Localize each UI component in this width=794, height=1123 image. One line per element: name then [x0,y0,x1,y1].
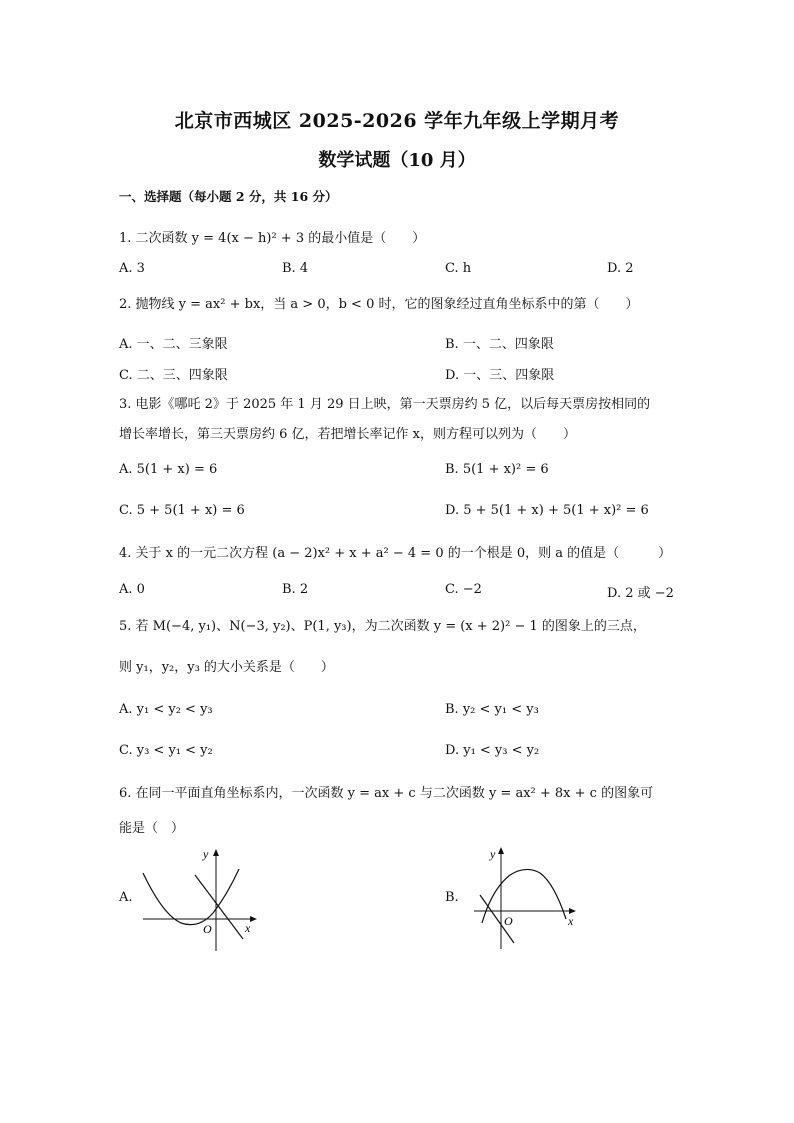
question-2-text: 2. 抛物线 y = ax² + bx，当 a > 0，b < 0 时，它的图象经过直角坐标系中的第（ ） [119,297,639,312]
exam-subtitle: 数学试题（10 月） [318,150,476,171]
graph-a-x-arrow [250,916,257,922]
question-3-text-line1: 3. 电影《哪吒 2》于 2025 年 1 月 29 日上映，第一天票房约 5 亿，以后每天票房按相同的 [119,397,651,412]
graph-a-x-label: x [245,921,251,935]
question-6-text-line2: 能是（ ） [119,821,185,836]
graph-a-y-arrow [213,849,219,856]
question-3-option-b: B. 5(1 + x)² = 6 [445,462,549,477]
question-6-graph-b [470,843,590,953]
question-3-option-d: D. 5 + 5(1 + x) + 5(1 + x)² = 6 [445,503,649,518]
question-1-option-a: A. 3 [119,261,145,276]
question-4-text: 4. 关于 x 的一元二次方程 (a − 2)x² + x + a² − 4 = 0 的一个根是 0，则 a 的值是（ ） [119,546,672,561]
graph-b-y-arrow [498,847,504,854]
question-5-text-line1: 5. 若 M(−4, y₁)、N(−3, y₂)、P(1, y₃)，为二次函数 y = (x + 2)² − 1 的图象上的三点， [119,619,646,634]
question-3-option-c: C. 5 + 5(1 + x) = 6 [119,503,245,518]
question-6-option-a: A. [119,890,133,905]
question-5-option-c: C. y₃ < y₁ < y₂ [119,743,213,758]
graph-a-origin-label: O [203,922,212,936]
question-4-option-c: C. −2 [445,582,482,597]
question-1-option-d: D. 2 [607,261,634,276]
question-5-text-line2: 则 y₁，y₂，y₃ 的大小关系是（ ） [119,660,334,675]
question-6-text-line1: 6. 在同一平面直角坐标系内，一次函数 y = ax + c 与二次函数 y = ax² + 8x + c 的图象可 [119,786,654,801]
question-5-option-d: D. y₁ < y₃ < y₂ [445,743,540,758]
question-3-text-line2: 增长率增长，第三天票房约 6 亿，若把增长率记作 x，则方程可以列为（ ） [119,427,576,442]
question-2-option-d: D. 一、三、四象限 [445,368,555,383]
question-6-option-b: B. [445,890,459,905]
section-heading: 一、选择题（每小题 2 分，共 16 分） [119,189,338,204]
question-4-option-d: D. 2 或 −2 [607,586,674,601]
graph-b-x-label: x [568,914,574,928]
question-2-option-b: B. 一、二、四象限 [445,337,554,352]
question-1-option-c: C. h [445,261,472,276]
question-5-option-a: A. y₁ < y₂ < y₃ [119,702,213,717]
exam-title: 北京市西城区 2025-2026 学年九年级上学期月考 [174,110,620,132]
graph-a-parabola [143,869,239,925]
question-1-text: 1. 二次函数 y = 4(x − h)² + 3 的最小值是（ ） [119,231,426,246]
graph-b-origin-label: O [504,914,513,928]
graph-b-y-label: y [490,847,496,861]
question-1-option-b: B. 4 [282,261,309,276]
question-5-option-b: B. y₂ < y₁ < y₃ [445,702,539,717]
question-2-option-a: A. 一、二、三象限 [119,337,228,352]
question-3-option-a: A. 5(1 + x) = 6 [119,462,218,477]
graph-a-y-label: y [203,847,209,861]
question-4-option-a: A. 0 [119,582,145,597]
question-2-option-c: C. 二、三、四象限 [119,368,228,383]
question-4-option-b: B. 2 [282,582,309,597]
question-6-graph-a [135,843,265,953]
